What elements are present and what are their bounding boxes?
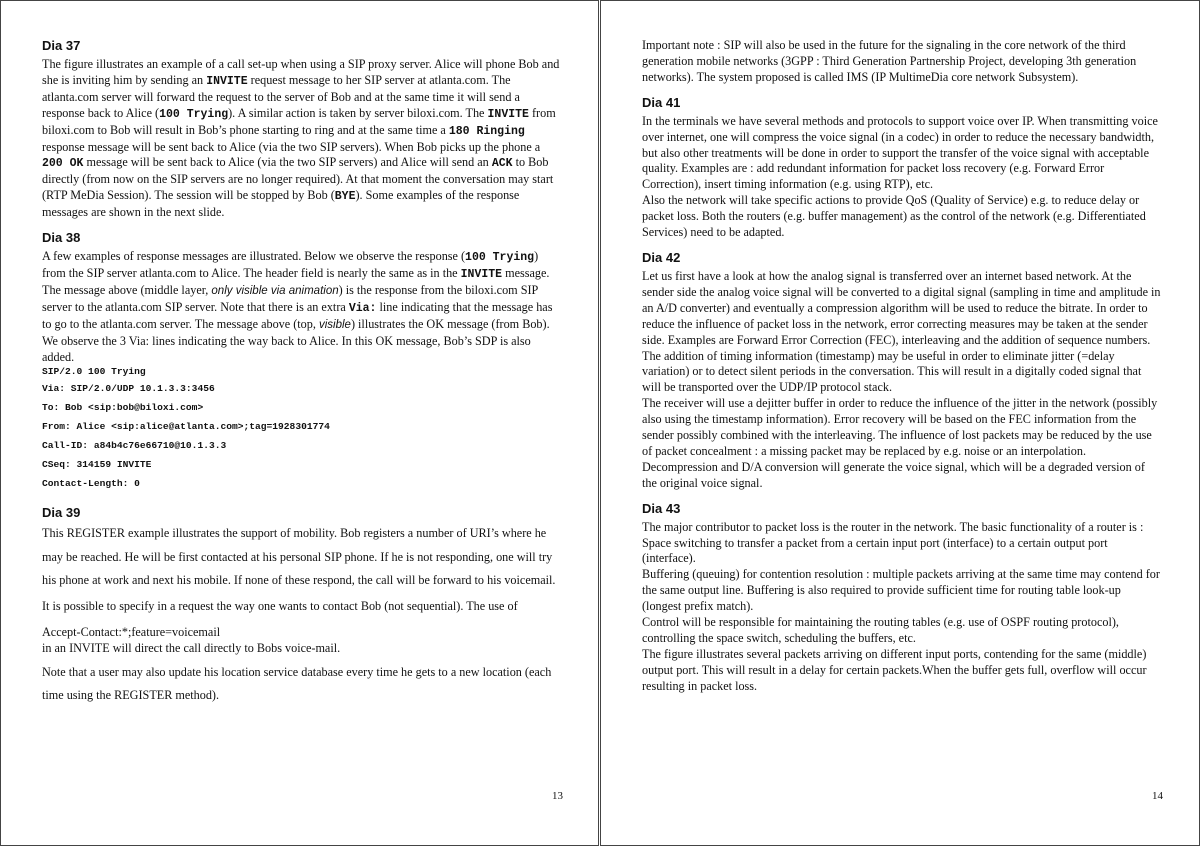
page-number: 13 xyxy=(552,790,563,802)
left-column xyxy=(42,38,562,708)
section-dia-39 xyxy=(42,505,562,707)
code-term: 100 Trying xyxy=(159,107,229,121)
paragraph: Also the network will take specific actions to provide QoS (Quality of Service) e.g. to reduce delay or packet loss. Both the routers (e.g. buffer management) as the control of the network (e.g. Differentiated Services) need to be adapted. xyxy=(642,193,1146,240)
page-number: 14 xyxy=(1152,790,1163,802)
text: in an INVITE will direct the call directly to Bobs voice-mail. xyxy=(42,640,341,655)
code-term: INVITE xyxy=(460,267,503,281)
spacer xyxy=(42,493,562,505)
section-title: Dia 41 xyxy=(642,94,681,110)
spacer xyxy=(642,492,1162,501)
text: Accept-Contact:*;feature=voicemail xyxy=(42,625,221,640)
paragraph xyxy=(42,625,562,657)
text: message. The message above (middle layer, xyxy=(42,265,550,297)
section-title: Dia 43 xyxy=(642,500,681,516)
code-line: CSeq: 314159 INVITE xyxy=(42,459,152,471)
italic-term: visible xyxy=(318,318,351,331)
paragraph: Control will be responsible for maintaining the routing tables (e.g. use of OSPF routing protocol), controlling the space switch, scheduling the buffers, etc. xyxy=(642,615,1119,645)
paragraph xyxy=(42,249,562,365)
code-line: Call-ID: a84b4c76e66710@10.1.3.3 xyxy=(42,440,227,452)
text: from biloxi.com to Bob will result in Bob’s phone starting to ring and at the same time a xyxy=(42,105,556,137)
section-title: Dia 39 xyxy=(42,505,81,521)
code-line: From: Alice <sip:alice@atlanta.com>;tag=1928301774 xyxy=(42,421,330,433)
code-term: 100 Trying xyxy=(465,251,535,265)
code-line: Via: SIP/2.0/UDP 10.1.3.3:3456 xyxy=(42,383,215,395)
text: message will be sent back to Alice (via the two SIP servers) and Alice will send an xyxy=(83,155,492,170)
sip-message-code xyxy=(42,365,562,493)
right-column xyxy=(642,38,1162,695)
paragraph xyxy=(42,57,562,221)
code-term: INVITE xyxy=(487,107,529,121)
italic-term: only visible via animation xyxy=(211,284,339,297)
section-title: Dia 37 xyxy=(42,38,81,53)
code-term: INVITE xyxy=(206,74,248,88)
paragraph: Note that a user may also update his location service database every time he gets to a new location (each time using the REGISTER method). xyxy=(42,664,552,703)
section-dia-41 xyxy=(642,95,1162,241)
code-term: Via: xyxy=(348,301,377,315)
text: ). Some examples of the response messages are shown in the next slide. xyxy=(42,188,520,220)
paragraph: Buffering (queuing) for contention resolution : multiple packets arriving at the same time may contend for the same output line. Buffering is also required to provide sufficient time for routing table look-up (longest prefix match). xyxy=(642,567,1160,614)
paragraph: This REGISTER example illustrates the support of mobility. Bob registers a number of URI’s where he may be reached. He will be first contacted at his personal SIP phone. If he is not responding, one will try his phone at work and next his mobile. If none of these respond, the call will be forward to his voicemail. xyxy=(42,526,556,588)
section-dia-43 xyxy=(642,501,1162,695)
text: ) from the SIP server atlanta.com to Alice. The header field is nearly the same as in the xyxy=(42,249,539,280)
paragraph: In the terminals we have several methods and protocols to support voice over IP. When transmitting voice over internet, one will compress the voice signal (in a codec) in order to reduce the necessary bandwidth, but also other treatments will be done in order to support the transfer of the voice signal with acceptable quality. Examples are : add redundant information for packet loss recovery (e.g. Forward Error Correction), insert timing information (e.g. using RTP), etc. xyxy=(642,113,1158,192)
code-term: ACK xyxy=(491,157,513,171)
text: request message to her SIP server at atlanta.com. The atlanta.com server will forward the request to the server of Bob and at the same time it will send a response back to Alice ( xyxy=(42,72,520,120)
code-term: 180 Ringing xyxy=(448,124,525,138)
code-term: 200 OK xyxy=(42,157,84,171)
text: The figure illustrates an example of a call set-up when using a SIP proxy server. Alice will phone Bob and she is inviting him by sending an xyxy=(42,57,560,87)
important-note: Important note : SIP will also be used in the future for the signaling in the core network of the third generation mobile networks (3GPP : Third Generation Partnership Project, developing 3th generation networks). The system proposed is called IMS (IP MultimeDia core network Subsystem). xyxy=(642,38,1137,84)
code-line: To: Bob <sip:bob@biloxi.com> xyxy=(42,402,204,414)
paragraph: The receiver will use a dejitter buffer in order to reduce the influence of the jitter in the network (possibly also using the timestamp information). Error recovery will be based on the FEC information from the sender possibly combined with the interleaving. The influence of lost packets may be reduced by the use of packet concealment : a missing packet may be replaced by e.g. noise or an interpolation. Decompression and D/A conversion will generate the voice signal, which will be a degraded version of the original voice signal. xyxy=(642,396,1158,490)
code-line: SIP/2.0 100 Trying xyxy=(42,366,146,378)
section-title: Dia 42 xyxy=(642,249,681,265)
section-dia-42 xyxy=(642,250,1162,492)
code-term: BYE xyxy=(334,190,356,204)
section-dia-37 xyxy=(42,38,562,221)
paragraph: Let us first have a look at how the analog signal is transferred over an internet based network. At the sender side the analog voice signal will be converted to a digital signal (sampling in time and amplitude in an A/D converter) and eventually a compression algorithm will be used to reduce the bitrate. In order to reduce the influence of packet loss in the network, error correcting measures may be taken at the sender side. Examples are Forward Error Correction (FEC), interleaving and the addition of sequence numbers. The addition of timing information (timestamp) may be useful in order to eliminate jitter (=delay variation) or to detect silent periods in the conversation. This will result in a digitally coded signal that will be transported over the UDP/IP protocol stack. xyxy=(642,268,1161,395)
paragraph: It is possible to specify in a request the way one wants to contact Bob (not sequential). The use of xyxy=(42,598,518,613)
text: A few examples of response messages are illustrated. Below we observe the response ( xyxy=(42,249,466,264)
spacer xyxy=(42,221,562,230)
paragraph: Space switching to transfer a packet from a certain input port (interface) to a certain output port (interface). xyxy=(642,535,1108,566)
spacer xyxy=(642,241,1162,250)
code-line: Contact-Length: 0 xyxy=(42,478,140,490)
text: response message will be sent back to Alice (via the two SIP servers). When Bob picks up the phone a xyxy=(42,139,541,154)
text: line indicating that the message has to go to the atlanta.com server. The message above (top, xyxy=(42,299,553,331)
text: ) illustrates the OK message (from Bob). We observe the 3 Via: lines indicating the way back to Alice. In this OK message, Bob’s SDP is also added. xyxy=(42,316,550,364)
section-title: Dia 38 xyxy=(42,230,81,246)
paragraph: The figure illustrates several packets arriving on different input ports, contending for the same (middle) output port. This will result in a delay for certain packets.When the buffer gets full, overflow will occur resulting in packet loss. xyxy=(642,646,1147,693)
paragraph: The major contributor to packet loss is the router in the network. The basic functionality of a router is : xyxy=(642,519,1144,534)
text: ) is the response from the biloxi.com SIP server to the atlanta.com SIP server. Note that there is an extra xyxy=(42,282,538,314)
section-dia-38 xyxy=(42,230,562,493)
spacer xyxy=(642,86,1162,95)
text: ). A similar action is taken by server biloxi.com. The xyxy=(228,105,488,120)
text: to Bob directly (from now on the SIP servers are no longer required). At that moment the conversation may start (RTP MeDia Session). The session will be stopped by Bob ( xyxy=(42,155,554,203)
